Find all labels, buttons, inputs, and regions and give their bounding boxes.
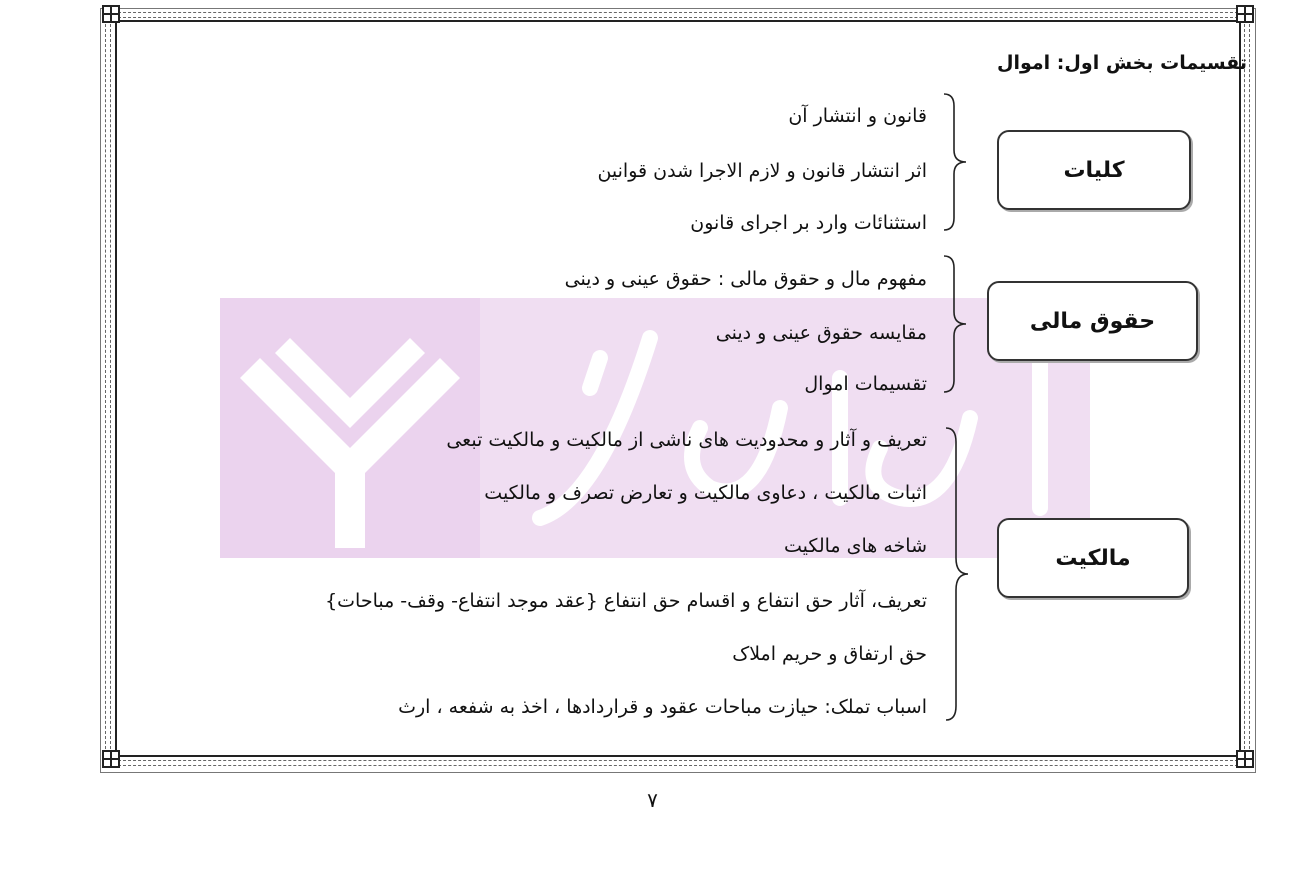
list-item: استثنائات وارد بر اجرای قانون xyxy=(690,212,927,234)
watermark-left-block xyxy=(220,298,480,558)
list-item: مقایسه حقوق عینی و دینی xyxy=(715,322,927,344)
frame-right-ornament xyxy=(1244,24,1250,754)
list-item: مفهوم مال و حقوق مالی : حقوق عینی و دینی xyxy=(564,268,927,290)
frame-top-ornament xyxy=(118,12,1238,18)
list-item: اثر انتشار قانون و لازم الاجرا شدن قوانین xyxy=(597,160,927,182)
corner-ornament-icon xyxy=(1236,750,1254,768)
page-title: تقسیمات بخش اول: اموال xyxy=(997,52,1247,74)
section-label: مالکیت xyxy=(1055,545,1131,571)
section-label-box xyxy=(997,518,1189,598)
curly-brace-icon xyxy=(940,426,970,722)
list-item: تعریف، آثار حق انتفاع و اقسام حق انتفاع {عقد موجد انتفاع- وقف- مباحات} xyxy=(325,590,927,612)
frame-bottom-ornament xyxy=(118,760,1238,766)
curly-brace-icon xyxy=(938,92,968,232)
section-label: کلیات xyxy=(1063,157,1125,183)
frame-left-ornament xyxy=(105,24,111,754)
page-number: ۷ xyxy=(647,788,658,812)
corner-ornament-icon xyxy=(102,5,120,23)
section-label-box xyxy=(987,281,1198,361)
list-item: حق ارتفاق و حریم املاک xyxy=(732,643,927,665)
curly-brace-icon xyxy=(938,254,968,394)
watermark-emblem-icon xyxy=(220,298,480,558)
list-item: تقسیمات اموال xyxy=(804,373,927,395)
list-item: شاخه های مالکیت xyxy=(783,535,927,557)
list-item: قانون و انتشار آن xyxy=(788,105,927,127)
corner-ornament-icon xyxy=(102,750,120,768)
list-item: اثبات مالکیت ، دعاوی مالکیت و تعارض تصرف و مالکیت xyxy=(484,482,927,504)
list-item: اسباب تملک: حیازت مباحات عقود و قراردادها ، اخذ به شفعه ، ارث xyxy=(398,696,927,718)
section-label: حقوق مالی xyxy=(1029,308,1156,334)
section-label-box xyxy=(997,130,1191,210)
corner-ornament-icon xyxy=(1236,5,1254,23)
list-item: تعریف و آثار و محدودیت های ناشی از مالکیت و مالکیت تبعی xyxy=(446,429,927,451)
